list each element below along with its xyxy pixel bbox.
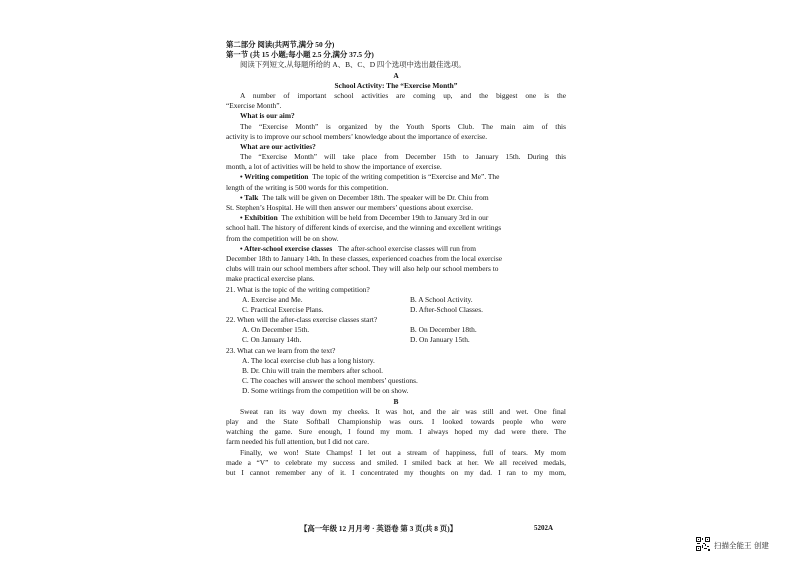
exhibition [226, 213, 566, 223]
q23-option-a: A. The local exercise club has a long history. [242, 355, 375, 365]
b-p2-line-3: but I cannot remember any of it. I concentrated my thoughts on my dad. I ran to my mom, [226, 467, 566, 477]
qr-code-icon [696, 537, 710, 551]
q21-option-c: C. Practical Exercise Plans. [242, 304, 324, 314]
exhibition-label: • Exhibition [240, 213, 278, 223]
after-school-classes [226, 244, 566, 254]
b-p1-line-2: play and the State Softball Championship was ours. I looked towards people who were [226, 416, 566, 426]
page-footer: 【高一年级 12 月月考 · 英语卷 第 3 页(共 8 页)】 [300, 524, 458, 533]
classes-text: The after-school exercise classes will run from [337, 243, 476, 253]
q22-option-b: B. On December 18th. [410, 325, 477, 335]
classes-cont-1: December 18th to January 14th. In these classes, experienced coaches from the local exercise [226, 253, 503, 263]
paper-code: 5202A [534, 524, 554, 532]
q23-option-d: D. Some writings from the competition will be on show. [242, 386, 409, 396]
exhibition-text: The exhibition will be held from December 19th to January 3rd in our [281, 213, 489, 223]
q22-option-c: C. On January 14th. [242, 335, 302, 345]
q23-option-b: B. Dr. Chiu will train the members after school. [242, 366, 384, 375]
talk-label: • Talk [240, 192, 259, 202]
question-23: 23. What can we learn from the text? [226, 345, 336, 355]
writing-cont: length of the writing is 500 words for this competition. [226, 182, 389, 192]
passage-b-letter: B [393, 396, 399, 406]
classes-label: • After-school exercise classes [240, 243, 333, 253]
activities-heading: What are our activities? [240, 141, 316, 151]
q22-options-row-2 [226, 335, 566, 345]
b-p2-line-1: Finally, we won! State Champs! I let out a stream of happiness, full of tears. My mom [240, 447, 566, 457]
part-heading: 第二部分 阅读(共两节,满分 50 分) [226, 40, 335, 49]
b-p1-line-4: farm needed his full attention, but I did not care. [226, 437, 370, 447]
instruction: 阅读下列短文,从每题所给的 A、B、C、D 四个选项中选出最佳选项。 [240, 60, 466, 70]
activities-line-2: month, a lot of activities will be held to show the importance of exercise. [226, 162, 442, 172]
intro-line-2: “Exercise Month”. [226, 101, 282, 111]
talk-text: The talk will be given on December 18th. The speaker will be Dr. Chiu from [262, 192, 489, 202]
passage-a-letter: A [393, 70, 399, 80]
b-p1-line-1: Sweat ran its way down my cheeks. It was hot, and the air was still and wet. One final [240, 406, 566, 416]
q21-options-row-2 [226, 305, 566, 315]
activities-line-1: The “Exercise Month” will take place from December 15th to January 15th. During this [240, 152, 566, 162]
q22-option-d: D. On January 15th. [410, 335, 470, 345]
watermark-text: 扫描全能王 创建 [714, 541, 769, 550]
exhibition-cont-1: school hall. The history of different kinds of exercise, and the winning and excellent writings [226, 223, 502, 233]
classes-cont-3: make practical exercise plans. [226, 274, 315, 284]
question-21: 21. What is the topic of the writing competition? [226, 284, 370, 294]
talk [226, 193, 566, 203]
talk-cont: St. Stephen’s Hospital. He will then answer our members’ questions about exercise. [226, 203, 473, 212]
intro-line-1: A number of important school activities are coming up, and the biggest one is the [240, 90, 566, 100]
q21-option-b: B. A School Activity. [410, 294, 473, 304]
q21-option-a: A. Exercise and Me. [242, 294, 303, 304]
writing-competition [226, 172, 566, 182]
q21-options-row-1 [226, 295, 566, 305]
b-p2-line-2: made a “V” to celebrate my success and smiled. I smiled back at her. We all received medals, [226, 457, 566, 467]
aim-heading: What is our aim? [240, 111, 295, 121]
document-body [226, 40, 566, 478]
q23-option-c: C. The coaches will answer the school members’ questions. [242, 376, 418, 386]
passage-a-title: School Activity: The “Exercise Month” [334, 80, 458, 90]
b-p1-line-3: watching the game. Sure enough, I found my mom. I always hoped my dad were there. The [226, 427, 566, 437]
section-heading: 第一节 (共 15 小题;每小题 2.5 分,满分 37.5 分) [226, 50, 374, 60]
exhibition-cont-2: from the competition will be on show. [226, 233, 339, 243]
q21-option-d: D. After-School Classes. [410, 304, 483, 314]
classes-cont-2: clubs will train our school members after school. They will also help our school members to [226, 264, 499, 274]
question-22: 22. When will the after-class exercise classes start? [226, 315, 378, 325]
writing-label: • Writing competition [240, 172, 309, 182]
q22-options-row-1 [226, 325, 566, 335]
aim-line-2: activity is to improve our school members’ knowledge about the importance of exercise. [226, 131, 488, 141]
aim-line-1: The “Exercise Month” is organized by the Youth Sports Club. The main aim of this [240, 121, 566, 131]
writing-text: The topic of the writing competition is “Exercise and Me”. The [312, 172, 500, 182]
q22-option-a: A. On December 15th. [242, 325, 310, 335]
